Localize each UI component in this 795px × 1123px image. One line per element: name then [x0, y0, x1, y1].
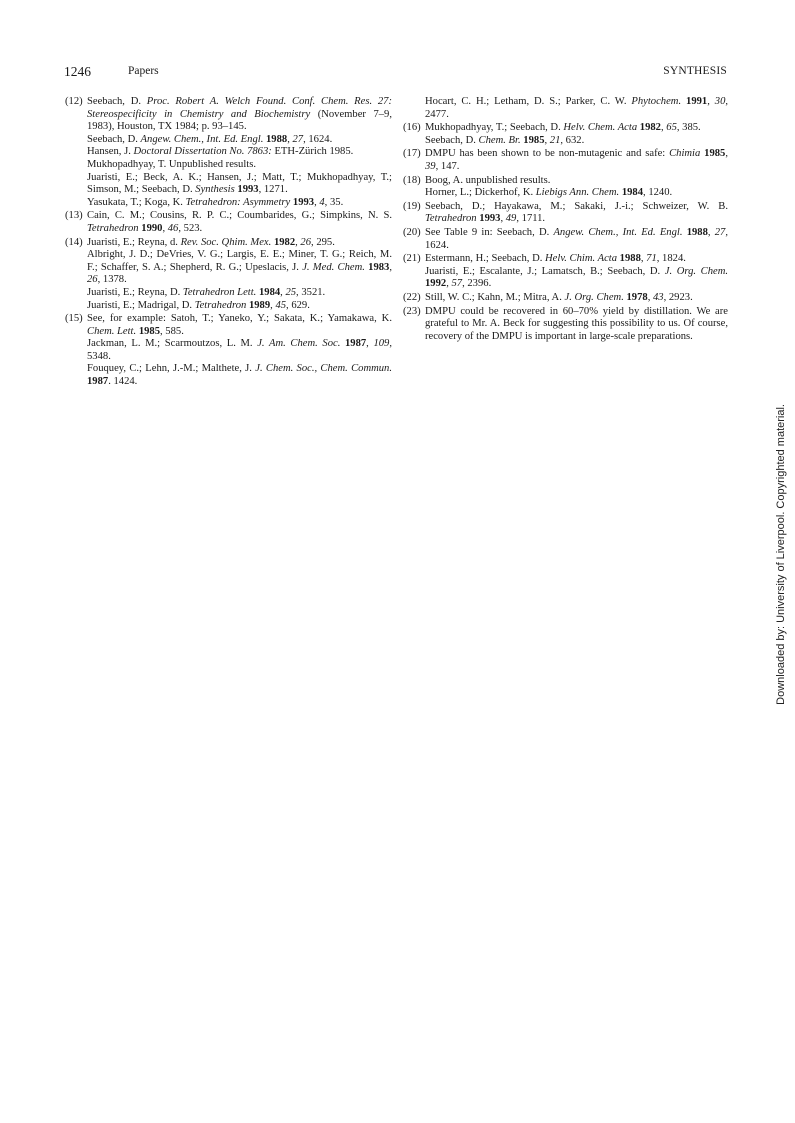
citation — [87, 172, 392, 197]
citation — [87, 146, 392, 159]
citation-segment: Seebach, D. — [425, 134, 479, 146]
reference-entry — [403, 122, 728, 147]
citation-segment: Juaristi, E.; Reyna, D. — [87, 286, 183, 298]
citation-segment: , 2396. — [462, 278, 492, 290]
citation — [425, 135, 728, 148]
citation-segment: J. Am. Chem. Soc. — [257, 338, 341, 350]
citation-segment: Still, W. C.; Kahn, M.; Mitra, A. — [425, 291, 565, 303]
reference-entry — [403, 292, 728, 305]
citation-segment: , 385. — [676, 122, 701, 134]
reference-entry — [403, 201, 728, 226]
citation-segment: (November 7–9, 1983), Houston, TX 1984; p. 93–145. — [87, 108, 392, 133]
reference-number: (20) — [403, 226, 421, 238]
citation-segment: , 523. — [178, 222, 203, 234]
citation-segment: Jackman, L. M.; Scarmoutzos, L. M. — [87, 338, 258, 350]
citation-segment: DMPU has been shown to be non-mutagenic and safe: — [425, 148, 670, 160]
citation-segment: Angew. Chem., Int. Ed. Engl. — [553, 226, 683, 238]
citation-segment: Chem. Br. — [478, 134, 521, 146]
citation-segment: , — [707, 96, 715, 107]
citation-segment: , 1240. — [643, 187, 673, 199]
reference-entry — [403, 175, 728, 200]
reference-number: (23) — [403, 305, 421, 317]
citation-segment: 1982 — [639, 122, 661, 134]
citation — [425, 227, 728, 252]
citation-segment: , 2477. — [425, 96, 729, 120]
citation-segment: See Table 9 in: Seebach, D. — [425, 226, 554, 238]
citation — [87, 363, 392, 388]
citation-segment: , — [707, 226, 715, 238]
citation-segment: Synthesis — [195, 184, 235, 196]
citation-segment: Hocart, C. H.; Letham, D. S.; Parker, C. W. — [425, 96, 632, 107]
citation-segment: 1988 — [686, 226, 708, 238]
citation-segment: , 2923. — [663, 291, 693, 303]
reference-entry — [65, 237, 392, 313]
citation-segment: 1982 — [273, 236, 296, 248]
citation-segment: 1985 — [704, 148, 726, 160]
reference-number: (13) — [65, 210, 83, 222]
citation-segment: 49 — [505, 213, 517, 225]
citation-segment: 65 — [666, 122, 677, 134]
citation-segment: Tetrahedron — [87, 222, 139, 234]
citation-segment: , 1624. — [425, 226, 728, 251]
citation-segment: J. Org. Chem. — [564, 291, 624, 303]
citation-segment: 39 — [425, 160, 436, 172]
citation-segment: Juaristi, E.; Escalante, J.; Lamatsch, B.; Seebach, D. — [425, 265, 665, 277]
citation-segment: , — [640, 253, 647, 265]
citation-segment: , — [389, 261, 392, 273]
citation-segment: 1985 — [523, 134, 545, 146]
citation-segment: 1984 — [621, 187, 644, 199]
citation-segment: Rev. Soc. Qhim. Mex. — [180, 236, 272, 248]
reference-entry — [65, 96, 392, 209]
citation-segment: Chem. Lett. — [87, 325, 137, 337]
citation-segment: 109 — [373, 338, 390, 350]
reference-number: (21) — [403, 253, 421, 265]
citation-segment: , — [295, 236, 301, 248]
citation — [425, 175, 728, 188]
citation-segment: 4 — [319, 196, 325, 208]
citation-segment: 1993 — [479, 213, 501, 225]
citation-segment: 1988 — [619, 253, 641, 265]
page-header — [0, 64, 795, 82]
citation-segment: , 1378. — [97, 274, 127, 286]
citation-segment: Estermann, H.; Seebach, D. — [425, 253, 546, 265]
citation-segment: Liebigs Ann. Chem. — [535, 187, 620, 199]
citation-segment: Helv. Chem. Acta — [563, 122, 638, 134]
citation-segment: 1992 — [425, 278, 447, 290]
citation-segment: J. Chem. Soc., Chem. Commun. — [255, 363, 392, 375]
citation-segment: Chimia — [669, 148, 701, 160]
reference-number: (17) — [403, 148, 421, 160]
citation-segment: , — [314, 196, 320, 208]
citation-segment: Juaristi, E.; Madrigal, D. — [87, 299, 195, 311]
citation-segment: J. Org. Chem. — [664, 265, 728, 277]
citation — [87, 237, 392, 250]
citation-segment: 25 — [285, 286, 297, 298]
citation-segment: Phytochem. — [631, 96, 682, 107]
citation-segment: 1984 — [258, 286, 281, 298]
citation-segment: Seebach, D. — [87, 96, 147, 107]
citation-segment: , 632. — [560, 134, 585, 146]
reference-entry — [403, 227, 728, 252]
citation-segment: , — [270, 299, 276, 311]
reference-number: (12) — [65, 96, 83, 107]
citation-segment: 1978 — [626, 291, 648, 303]
citation-segment: , — [647, 291, 653, 303]
citation — [87, 197, 392, 210]
citation-segment: , — [544, 134, 550, 146]
citation-segment: , — [366, 338, 374, 350]
citation-segment: See, for example: Satoh, T.; Yaneko, Y.; Sakata, K.; Yamakawa, K. — [87, 313, 392, 325]
citation-segment: DMPU could be recovered in 60–70% yield by distillation. We are grateful to Mr. A. Beck for suggesting this possibility to us. Of course, recovery of the DMPU is important in large-scale preparations. — [425, 305, 728, 342]
citation-segment: Hansen, J. — [87, 146, 134, 158]
reference-number: (16) — [403, 122, 421, 134]
citation-segment: 26 — [300, 236, 312, 248]
citation-segment: , — [660, 122, 667, 134]
citation-segment: 27 — [714, 226, 726, 238]
citation-segment: 1987 — [87, 376, 109, 388]
citation-segment: 1989 — [248, 299, 271, 311]
citation-segment: , 3521. — [296, 286, 326, 298]
citation-segment: 1990 — [141, 222, 163, 234]
citation-segment: , 5348. — [87, 338, 392, 362]
citation-segment: , 147. — [435, 160, 460, 172]
citation — [87, 249, 392, 287]
citation-segment: Cain, C. M.; Cousins, R. P. C.; Coumbarides, G.; Simpkins, N. S. — [87, 210, 392, 222]
citation-segment: 1983 — [368, 261, 390, 273]
citation-segment: , 1271. — [258, 184, 288, 196]
citation-segment: 57 — [451, 278, 463, 290]
references-left-column — [65, 96, 392, 390]
citation-segment: Tetrahedron Lett. — [182, 286, 257, 298]
citation-segment: Seebach, D. — [87, 133, 141, 145]
citation — [87, 159, 392, 172]
reference-number: (15) — [65, 313, 83, 325]
citation — [425, 306, 728, 344]
citation-segment: , — [162, 222, 168, 234]
citation — [87, 210, 392, 235]
citation-segment: ETH-Zürich 1985. — [271, 146, 354, 158]
citation-segment: Tetrahedron — [425, 213, 477, 225]
citation-segment: Juaristi, E.; Reyna, d. — [87, 236, 181, 248]
citation-segment: , 585. — [160, 325, 184, 337]
citation-segment: . 1424. — [108, 376, 138, 388]
citation — [425, 253, 728, 266]
section-label: Papers — [128, 65, 159, 77]
citation-segment: Tetrahedron: Asymmetry — [185, 196, 291, 208]
citation — [425, 122, 728, 135]
citation-segment: , 35. — [324, 196, 344, 208]
citation — [87, 338, 392, 363]
citation-segment: 1987 — [344, 338, 367, 350]
reference-number: (22) — [403, 291, 421, 303]
reference-number: (18) — [403, 174, 421, 186]
citation-segment: 46 — [167, 222, 179, 234]
reference-number: (19) — [403, 200, 421, 212]
citation-segment: Boog, A. unpublished results. — [425, 174, 551, 186]
citation-segment: Juaristi, E.; Beck, A. K.; Hansen, J.; Matt, T.; Mukhopadhyay, T.; Simson, M.; Seebach, D. — [87, 171, 392, 196]
citation-segment: 27 — [292, 133, 304, 145]
citation-segment: 21 — [549, 134, 561, 146]
citation-segment: 1993 — [237, 184, 259, 196]
citation-segment: 1991 — [686, 96, 708, 107]
citation-segment: 1993 — [292, 196, 315, 208]
citation — [425, 187, 728, 200]
reference-entry — [403, 96, 728, 121]
citation-segment: 45 — [275, 299, 287, 311]
citation-segment: , 1711. — [516, 213, 546, 225]
citation — [425, 201, 728, 226]
citation-segment: Mukhopadhyay, T. Unpublished results. — [87, 158, 256, 170]
citation-segment: , — [287, 133, 293, 145]
citation-segment: Fouquey, C.; Lehn, J.-M.; Malthete, J. — [87, 363, 256, 375]
citation — [425, 148, 728, 173]
reference-entry — [65, 313, 392, 389]
citation-segment: 1988 — [266, 133, 288, 145]
citation-segment: Angew. Chem., Int. Ed. Engl. — [140, 133, 264, 145]
reference-number: (14) — [65, 236, 83, 248]
citation — [87, 287, 392, 300]
citation-segment: 30 — [714, 96, 726, 107]
citation-segment: , 1824. — [656, 253, 686, 265]
citation-segment: , — [280, 286, 286, 298]
citation — [87, 300, 392, 313]
citation-segment: Tetrahedron — [194, 299, 247, 311]
citation-segment: Seebach, D.; Hayakawa, M.; Sakaki, J.-i.; Schweizer, W. B. — [425, 200, 728, 212]
citation-segment: , — [500, 213, 506, 225]
citation-segment: Doctoral Dissertation No. 7863: — [133, 146, 272, 158]
citation — [87, 313, 392, 338]
citation-segment: , 295. — [311, 236, 335, 248]
citation-segment: Yasukata, T.; Koga, K. — [87, 196, 186, 208]
reference-entry — [403, 148, 728, 173]
citation-segment: Proc. Robert A. Welch Found. Conf. Chem. Res. 27: Stereospecificity in Chemistry and Biochemistry — [87, 96, 392, 120]
citation-segment: 43 — [652, 291, 664, 303]
reference-entry — [403, 253, 728, 291]
citation-segment: J. Med. Chem. — [302, 261, 365, 273]
references-right-column — [403, 96, 728, 344]
citation — [425, 292, 728, 305]
citation-segment: Horner, L.; Dickerhof, K. — [425, 187, 536, 199]
citation-segment: Albright, J. D.; DeVries, V. G.; Largis, E. E.; Miner, T. G.; Reich, M. F.; Schaffer, S. A.; Shepherd, R. G.; Upeslacis, J. — [87, 249, 392, 273]
citation — [87, 134, 392, 147]
citation — [425, 266, 728, 291]
citation-segment: Mukhopadhyay, T.; Seebach, D. — [425, 122, 564, 134]
citation-segment: , — [446, 278, 452, 290]
reference-entry — [403, 306, 728, 344]
citation-segment: , 629. — [286, 299, 310, 311]
citation-segment: 26 — [87, 274, 98, 286]
citation — [87, 96, 392, 134]
page-number: 1246 — [64, 64, 91, 79]
reference-entry — [65, 210, 392, 235]
citation — [425, 96, 728, 121]
citation-segment: 1985 — [138, 325, 160, 337]
citation-segment: Helv. Chim. Acta — [545, 253, 618, 265]
citation-segment: , 1624. — [303, 133, 333, 145]
citation-segment: 71 — [646, 253, 657, 265]
journal-name: SYNTHESIS — [663, 65, 727, 77]
download-notice: Downloaded by: University of Liverpool. Copyrighted material. — [775, 404, 787, 705]
citation-segment: , — [725, 148, 728, 160]
